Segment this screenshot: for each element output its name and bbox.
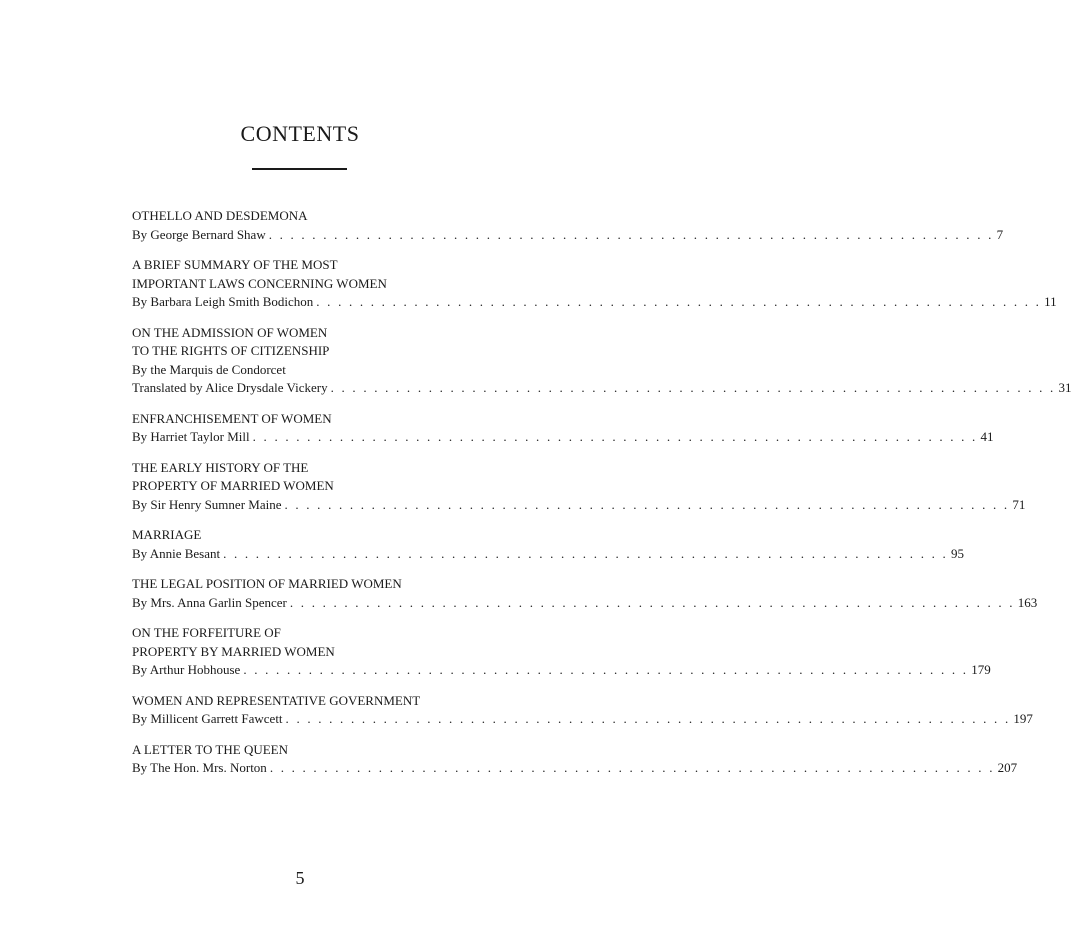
toc-entry — [132, 692, 1033, 729]
toc-entry-title: THE LEGAL POSITION OF MARRIED WOMEN — [132, 576, 402, 591]
toc-entry-title: IMPORTANT LAWS CONCERNING WOMEN — [132, 275, 387, 291]
toc-entry-page-number: 71 — [1012, 496, 1026, 512]
toc-entry — [132, 207, 1004, 244]
toc-entry-title: TO THE RIGHTS OF CITIZENSHIP — [132, 343, 330, 358]
toc-entry-author: By The Hon. Mrs. Norton — [132, 760, 267, 775]
toc-entry-page-number: 207 — [997, 760, 1018, 775]
toc-entry-author: By Mrs. Anna Garlin Spencer — [132, 594, 287, 610]
toc-entry — [132, 575, 1038, 612]
dot-leader: . . . . . . . . . . . . . . . . . . . . . . . . . . . . . . . . . . . . . . . . . . . . . . . . . . . . . . . . . . . . . . . . . . . — [268, 226, 994, 242]
toc-entry-author-line — [132, 379, 1071, 398]
toc-entry-author: By Annie Besant — [132, 545, 221, 561]
toc-entry-author: By Harriet Taylor Mill — [132, 429, 250, 444]
toc-entry-title: PROPERTY OF MARRIED WOMEN — [132, 478, 334, 493]
toc-entry — [132, 526, 964, 563]
toc-entry — [132, 741, 1018, 778]
toc-entry-title: THE EARLY HISTORY OF THE — [132, 459, 309, 475]
toc-entry-author: By Millicent Garrett Fawcett — [132, 711, 283, 726]
toc-entry-page-number: 197 — [1013, 711, 1033, 726]
toc-entry — [132, 256, 1057, 312]
toc-entry-author-line — [132, 545, 964, 564]
dot-leader: . . . . . . . . . . . . . . . . . . . . . . . . . . . . . . . . . . . . . . . . . . . . . . . . . . . . . . . . . . . . . . . . . . . — [285, 711, 1011, 726]
toc-entry-title: WOMEN AND REPRESENTATIVE GOVERNMENT — [132, 692, 421, 708]
toc-entry-page-number: 179 — [971, 662, 991, 677]
page-number: 5 — [295, 868, 305, 888]
toc-entry-title: ENFRANCHISEMENT OF WOMEN — [132, 410, 332, 426]
toc-entry — [132, 624, 991, 680]
dot-leader: . . . . . . . . . . . . . . . . . . . . . . . . . . . . . . . . . . . . . . . . . . . . . . . . . . . . . . . . . . . . . . . . . . . — [316, 294, 1042, 309]
toc-entry-page-number: 41 — [980, 429, 994, 444]
toc-entry-author-line — [132, 496, 1026, 515]
toc-entry-author-line — [132, 759, 1018, 778]
toc-entry-author: By Arthur Hobhouse — [132, 662, 241, 677]
toc-entry — [132, 410, 994, 447]
toc-entry-author-line — [132, 226, 1004, 245]
toc-entry-author: By George Bernard Shaw — [132, 226, 266, 242]
toc-entry-author-line — [132, 293, 1057, 312]
toc-entry-page-number: 95 — [950, 545, 964, 561]
toc-entry-author-line — [132, 661, 991, 680]
dot-leader: . . . . . . . . . . . . . . . . . . . . . . . . . . . . . . . . . . . . . . . . . . . . . . . . . . . . . . . . . . . . . . . . . . . — [252, 429, 978, 444]
toc-entry-author: By Sir Henry Sumner Maine — [132, 496, 282, 512]
toc-entry-title: ON THE ADMISSION OF WOMEN — [132, 324, 328, 340]
page-title: CONTENTS — [240, 121, 360, 146]
toc-entry — [132, 324, 1071, 398]
toc-entry-title: PROPERTY BY MARRIED WOMEN — [132, 643, 335, 659]
dot-leader: . . . . . . . . . . . . . . . . . . . . . . . . . . . . . . . . . . . . . . . . . . . . . . . . . . . . . . . . . . . . . . . . . . . — [269, 760, 995, 775]
dot-leader: . . . . . . . . . . . . . . . . . . . . . . . . . . . . . . . . . . . . . . . . . . . . . . . . . . . . . . . . . . . . . . . . . . . — [330, 380, 1056, 395]
toc-entry-title: ON THE FORFEITURE OF — [132, 625, 281, 640]
toc-entry-title: A BRIEF SUMMARY OF THE MOST — [132, 257, 338, 272]
toc-entry — [132, 459, 1026, 515]
table-of-contents — [132, 207, 1071, 790]
toc-entry-title: MARRIAGE — [132, 527, 202, 542]
toc-entry-title: OTHELLO AND DESDEMONA — [132, 208, 308, 223]
dot-leader: . . . . . . . . . . . . . . . . . . . . . . . . . . . . . . . . . . . . . . . . . . . . . . . . . . . . . . . . . . . . . . . . . . . — [289, 594, 1015, 610]
toc-entry-author-line — [132, 428, 994, 447]
toc-entry-page-number: 11 — [1044, 294, 1057, 309]
toc-entry-author-line — [132, 594, 1038, 613]
dot-leader: . . . . . . . . . . . . . . . . . . . . . . . . . . . . . . . . . . . . . . . . . . . . . . . . . . . . . . . . . . . . . . . . . . . — [243, 662, 969, 677]
toc-entry-author-line — [132, 710, 1033, 729]
dot-leader: . . . . . . . . . . . . . . . . . . . . . . . . . . . . . . . . . . . . . . . . . . . . . . . . . . . . . . . . . . . . . . . . . . . — [284, 496, 1010, 512]
toc-entry-byline: By the Marquis de Condorcet — [132, 361, 286, 377]
toc-entry-author: By Barbara Leigh Smith Bodichon — [132, 294, 314, 309]
toc-entry-page-number: 163 — [1017, 594, 1038, 610]
toc-entry-page-number: 7 — [996, 226, 1004, 242]
toc-entry-page-number: 31 — [1058, 380, 1071, 395]
title-rule — [252, 168, 347, 170]
toc-entry-title: A LETTER TO THE QUEEN — [132, 741, 288, 757]
toc-entry-author: Translated by Alice Drysdale Vickery — [132, 380, 328, 395]
dot-leader: . . . . . . . . . . . . . . . . . . . . . . . . . . . . . . . . . . . . . . . . . . . . . . . . . . . . . . . . . . . . . . . . . . . — [223, 545, 948, 561]
